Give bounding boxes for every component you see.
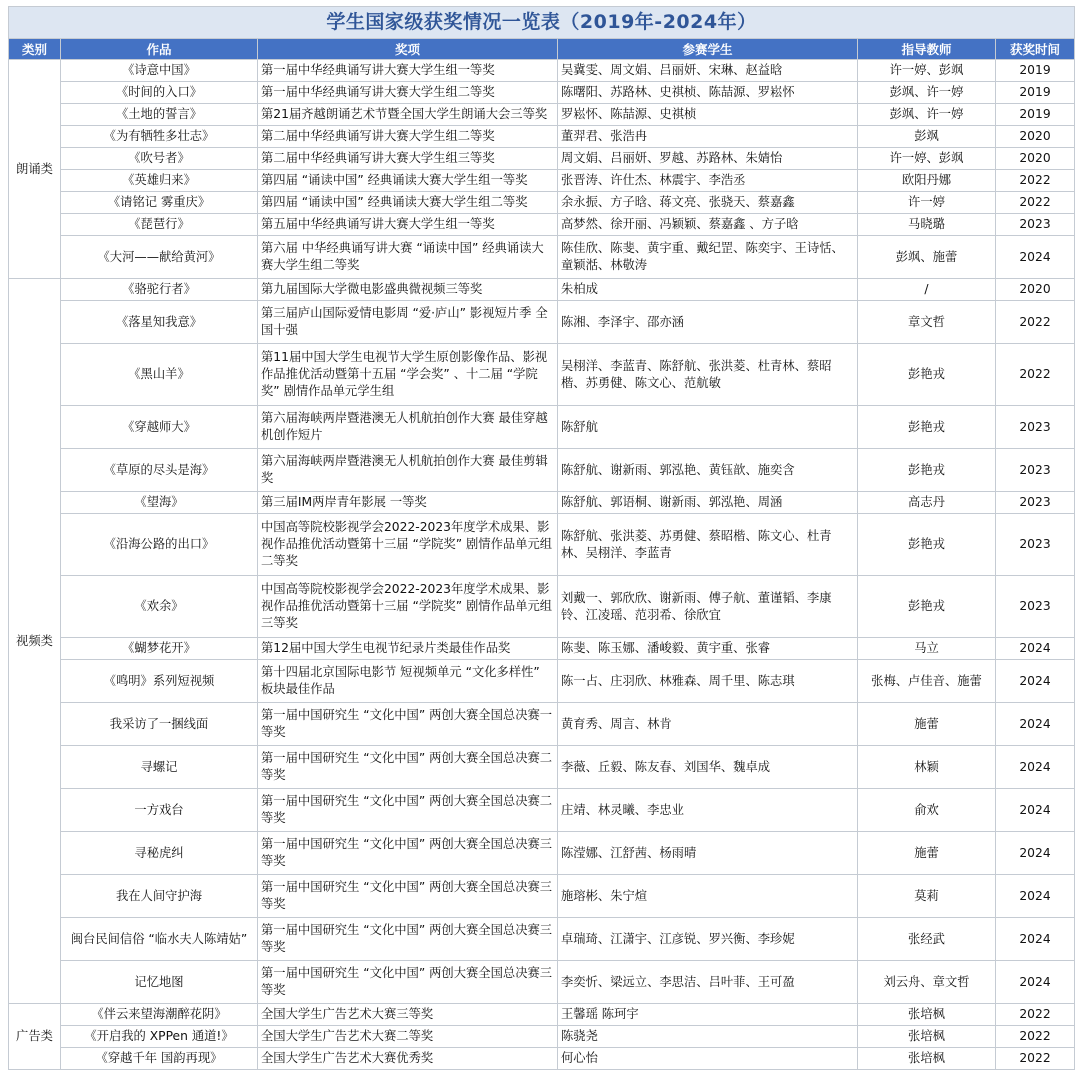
students-cell: 罗崧怀、陈喆源、史祺桢	[558, 104, 858, 126]
teacher-cell: 刘云舟、章文哲	[858, 961, 996, 1004]
table-row	[9, 961, 1075, 1004]
table-body	[9, 60, 1075, 1070]
award-cell: 第三届庐山国际爱情电影周 “爱·庐山” 影视短片季 全国十强	[258, 301, 558, 344]
award-cell: 第六届 中华经典诵写讲大赛 “诵读中国” 经典诵读大赛大学生组二等奖	[258, 236, 558, 279]
work-cell: 《开启我的 XPPen 通道!》	[61, 1026, 258, 1048]
award-cell: 第二届中华经典诵写讲大赛大学生组三等奖	[258, 148, 558, 170]
award-cell: 第一届中国研究生 “文化中国” 两创大赛全国总决赛二等奖	[258, 789, 558, 832]
table-row	[9, 703, 1075, 746]
award-cell: 第一届中国研究生 “文化中国” 两创大赛全国总决赛三等奖	[258, 875, 558, 918]
work-cell: 记忆地图	[61, 961, 258, 1004]
award-cell: 第六届海峡两岸暨港澳无人机航拍创作大赛 最佳剪辑奖	[258, 449, 558, 492]
table-row	[9, 301, 1075, 344]
teacher-cell: 彭飒、施蕾	[858, 236, 996, 279]
table-row	[9, 1048, 1075, 1070]
table-row	[9, 449, 1075, 492]
teacher-cell: 章文哲	[858, 301, 996, 344]
award-cell: 第一届中国研究生 “文化中国” 两创大赛全国总决赛三等奖	[258, 961, 558, 1004]
work-cell: 《英雄归来》	[61, 170, 258, 192]
table-row	[9, 918, 1075, 961]
students-cell: 吴冀雯、周文娟、吕丽妍、宋琳、赵益晗	[558, 60, 858, 82]
year-cell: 2023	[996, 406, 1075, 449]
work-cell: 《琵琶行》	[61, 214, 258, 236]
students-cell: 高梦然、徐开丽、冯颖颖、蔡嘉鑫 、方子晗	[558, 214, 858, 236]
award-cell: 第四届 “诵读中国” 经典诵读大赛大学生组一等奖	[258, 170, 558, 192]
teacher-cell: 林颖	[858, 746, 996, 789]
students-cell: 庄靖、林灵曦、李忠业	[558, 789, 858, 832]
award-cell: 第21届齐越朗诵艺术节暨全国大学生朗诵大会三等奖	[258, 104, 558, 126]
table-row	[9, 875, 1075, 918]
year-cell: 2020	[996, 126, 1075, 148]
teacher-cell: 许一婷、彭飒	[858, 148, 996, 170]
award-cell: 中国高等院校影视学会2022-2023年度学术成果、影视作品推优活动暨第十三届 “学院奖” 剧情作品单元组三等奖	[258, 576, 558, 638]
table-row	[9, 1026, 1075, 1048]
year-cell: 2022	[996, 1026, 1075, 1048]
header-category: 类别	[9, 39, 61, 60]
year-cell: 2023	[996, 576, 1075, 638]
students-cell: 余永振、方子晗、蒋文亮、张骁天、蔡嘉鑫	[558, 192, 858, 214]
year-cell: 2022	[996, 170, 1075, 192]
category-cell: 广告类	[9, 1004, 61, 1070]
teacher-cell: 高志丹	[858, 492, 996, 514]
teacher-cell: 彭艳戎	[858, 449, 996, 492]
teacher-cell: 张培枫	[858, 1048, 996, 1070]
teacher-cell: 张经武	[858, 918, 996, 961]
students-cell: 刘戴一、郭欣欣、谢新雨、傅子航、董谨韬、李康铃、江凌瑶、范羽希、徐欣宜	[558, 576, 858, 638]
students-cell: 陈骁尧	[558, 1026, 858, 1048]
year-cell: 2020	[996, 279, 1075, 301]
students-cell: 陈舒航、谢新雨、郭泓艳、黄钰歆、施奕含	[558, 449, 858, 492]
award-cell: 第九届国际大学微电影盛典微视频三等奖	[258, 279, 558, 301]
table-row	[9, 576, 1075, 638]
year-cell: 2020	[996, 148, 1075, 170]
year-cell: 2023	[996, 492, 1075, 514]
year-cell: 2024	[996, 875, 1075, 918]
year-cell: 2024	[996, 832, 1075, 875]
work-cell: 《请铭记 雾重庆》	[61, 192, 258, 214]
header-work: 作品	[61, 39, 258, 60]
award-cell: 第一届中华经典诵写讲大赛大学生组二等奖	[258, 82, 558, 104]
work-cell: 《时间的入口》	[61, 82, 258, 104]
students-cell: 董羿君、张浩冉	[558, 126, 858, 148]
table-row	[9, 170, 1075, 192]
teacher-cell: 欧阳丹娜	[858, 170, 996, 192]
students-cell: 何心怡	[558, 1048, 858, 1070]
students-cell: 周文娟、吕丽妍、罗越、苏路林、朱婧怡	[558, 148, 858, 170]
teacher-cell: 马晓璐	[858, 214, 996, 236]
students-cell: 陈舒航	[558, 406, 858, 449]
work-cell: 《沿海公路的出口》	[61, 514, 258, 576]
students-cell: 吴栩洋、李蓝青、陈舒航、张洪菱、杜青林、蔡昭楷、苏勇健、陈文心、范航敏	[558, 344, 858, 406]
students-cell: 陈佳欣、陈斐、黄宇重、戴纪罡、陈奕宇、王诗恬、童颖湉、林敬涛	[558, 236, 858, 279]
table-row	[9, 192, 1075, 214]
students-cell: 朱柏成	[558, 279, 858, 301]
teacher-cell: 张培枫	[858, 1004, 996, 1026]
work-cell: 《鸣明》系列短视频	[61, 660, 258, 703]
work-cell: 《欢余》	[61, 576, 258, 638]
students-cell: 王馨瑶 陈珂宇	[558, 1004, 858, 1026]
year-cell: 2023	[996, 214, 1075, 236]
work-cell: 《吹号者》	[61, 148, 258, 170]
awards-table	[8, 6, 1075, 1070]
students-cell: 陈湘、李泽宇、邵亦涵	[558, 301, 858, 344]
year-cell: 2022	[996, 1004, 1075, 1026]
work-cell: 《诗意中国》	[61, 60, 258, 82]
year-cell: 2024	[996, 789, 1075, 832]
teacher-cell: 彭艳戎	[858, 344, 996, 406]
table-row	[9, 148, 1075, 170]
year-cell: 2022	[996, 301, 1075, 344]
students-cell: 李薇、丘毅、陈友春、刘国华、魏卓成	[558, 746, 858, 789]
table-row	[9, 214, 1075, 236]
students-cell: 张晋涛、许仕杰、林震宇、李浩丞	[558, 170, 858, 192]
award-cell: 第六届海峡两岸暨港澳无人机航拍创作大赛 最佳穿越机创作短片	[258, 406, 558, 449]
students-cell: 陈舒航、张洪菱、苏勇健、蔡昭楷、陈文心、杜青林、吴栩洋、李蓝青	[558, 514, 858, 576]
year-cell: 2023	[996, 514, 1075, 576]
table-row	[9, 60, 1075, 82]
awards-sheet	[2, 6, 1078, 1070]
award-cell: 全国大学生广告艺术大赛优秀奖	[258, 1048, 558, 1070]
work-cell: 闽台民间信俗 “临水夫人陈靖姑”	[61, 918, 258, 961]
header-award: 奖项	[258, 39, 558, 60]
work-cell: 《穿越千年 国韵再现》	[61, 1048, 258, 1070]
work-cell: 《伴云来望海潮醉花阴》	[61, 1004, 258, 1026]
teacher-cell: 施蕾	[858, 703, 996, 746]
header-row	[9, 39, 1075, 60]
table-row	[9, 832, 1075, 875]
table-row	[9, 104, 1075, 126]
year-cell: 2024	[996, 660, 1075, 703]
students-cell: 施瑢彬、朱宁煊	[558, 875, 858, 918]
students-cell: 陈舒航、郭语桐、谢新雨、郭泓艳、周涵	[558, 492, 858, 514]
students-cell: 陈斐、陈玉娜、潘峻毅、黄宇重、张睿	[558, 638, 858, 660]
work-cell: 《骆驼行者》	[61, 279, 258, 301]
teacher-cell: /	[858, 279, 996, 301]
table-row	[9, 126, 1075, 148]
award-cell: 第十四届北京国际电影节 短视频单元 “文化多样性” 板块最佳作品	[258, 660, 558, 703]
table-row	[9, 236, 1075, 279]
teacher-cell: 彭艳戎	[858, 514, 996, 576]
award-cell: 第三届IM两岸青年影展 一等奖	[258, 492, 558, 514]
award-cell: 第二届中华经典诵写讲大赛大学生组二等奖	[258, 126, 558, 148]
award-cell: 第四届 “诵读中国” 经典诵读大赛大学生组二等奖	[258, 192, 558, 214]
award-cell: 中国高等院校影视学会2022-2023年度学术成果、影视作品推优活动暨第十三届 “学院奖” 剧情作品单元组二等奖	[258, 514, 558, 576]
award-cell: 第五届中华经典诵写讲大赛大学生组一等奖	[258, 214, 558, 236]
work-cell: 《蝴梦花开》	[61, 638, 258, 660]
award-cell: 全国大学生广告艺术大赛三等奖	[258, 1004, 558, 1026]
work-cell: 《为有牺牲多壮志》	[61, 126, 258, 148]
year-cell: 2019	[996, 60, 1075, 82]
table-row	[9, 344, 1075, 406]
teacher-cell: 俞欢	[858, 789, 996, 832]
work-cell: 寻秘虎纠	[61, 832, 258, 875]
teacher-cell: 许一婷	[858, 192, 996, 214]
year-cell: 2023	[996, 449, 1075, 492]
work-cell: 我在人间守护海	[61, 875, 258, 918]
teacher-cell: 张培枫	[858, 1026, 996, 1048]
work-cell: 《黑山羊》	[61, 344, 258, 406]
year-cell: 2024	[996, 236, 1075, 279]
award-cell: 第一届中国研究生 “文化中国” 两创大赛全国总决赛三等奖	[258, 918, 558, 961]
header-teacher: 指导教师	[858, 39, 996, 60]
year-cell: 2024	[996, 638, 1075, 660]
teacher-cell: 彭飒	[858, 126, 996, 148]
table-row	[9, 279, 1075, 301]
work-cell: 寻螺记	[61, 746, 258, 789]
category-cell: 视频类	[9, 279, 61, 1004]
award-cell: 全国大学生广告艺术大赛二等奖	[258, 1026, 558, 1048]
table-row	[9, 789, 1075, 832]
year-cell: 2024	[996, 703, 1075, 746]
teacher-cell: 施蕾	[858, 832, 996, 875]
year-cell: 2019	[996, 104, 1075, 126]
award-cell: 第一届中华经典诵写讲大赛大学生组一等奖	[258, 60, 558, 82]
work-cell: 《大河——献给黄河》	[61, 236, 258, 279]
year-cell: 2024	[996, 961, 1075, 1004]
teacher-cell: 彭飒、许一婷	[858, 82, 996, 104]
teacher-cell: 彭艳戎	[858, 576, 996, 638]
year-cell: 2024	[996, 746, 1075, 789]
year-cell: 2022	[996, 192, 1075, 214]
teacher-cell: 莫莉	[858, 875, 996, 918]
students-cell: 黄育秀、周言、林肯	[558, 703, 858, 746]
work-cell: 一方戏台	[61, 789, 258, 832]
header-students: 参赛学生	[558, 39, 858, 60]
award-cell: 第11届中国大学生电视节大学生原创影像作品、影视作品推优活动暨第十五届 “学会奖” 、十二届 “学院奖” 剧情作品单元学生组	[258, 344, 558, 406]
category-cell: 朗诵类	[9, 60, 61, 279]
work-cell: 我采访了一捆线面	[61, 703, 258, 746]
year-cell: 2022	[996, 344, 1075, 406]
year-cell: 2024	[996, 918, 1075, 961]
table-row	[9, 660, 1075, 703]
year-cell: 2019	[996, 82, 1075, 104]
teacher-cell: 彭艳戎	[858, 406, 996, 449]
work-cell: 《落星知我意》	[61, 301, 258, 344]
students-cell: 卓瑞琦、江潇宇、江彦锐、罗兴衡、李珍妮	[558, 918, 858, 961]
students-cell: 陈滢娜、江舒茜、杨雨晴	[558, 832, 858, 875]
work-cell: 《望海》	[61, 492, 258, 514]
table-title: 学生国家级获奖情况一览表（2019年-2024年）	[9, 7, 1075, 39]
table-row	[9, 638, 1075, 660]
work-cell: 《穿越师大》	[61, 406, 258, 449]
table-row	[9, 406, 1075, 449]
year-cell: 2022	[996, 1048, 1075, 1070]
students-cell: 陈曙阳、苏路林、史祺桢、陈喆源、罗崧怀	[558, 82, 858, 104]
award-cell: 第一届中国研究生 “文化中国” 两创大赛全国总决赛二等奖	[258, 746, 558, 789]
work-cell: 《草原的尽头是海》	[61, 449, 258, 492]
teacher-cell: 马立	[858, 638, 996, 660]
teacher-cell: 许一婷、彭飒	[858, 60, 996, 82]
table-row	[9, 514, 1075, 576]
teacher-cell: 彭飒、许一婷	[858, 104, 996, 126]
award-cell: 第一届中国研究生 “文化中国” 两创大赛全国总决赛一等奖	[258, 703, 558, 746]
students-cell: 陈一占、庄羽欣、林雅森、周千里、陈志琪	[558, 660, 858, 703]
table-row	[9, 1004, 1075, 1026]
table-row	[9, 746, 1075, 789]
award-cell: 第12届中国大学生电视节纪录片类最佳作品奖	[258, 638, 558, 660]
students-cell: 李奕忻、梁远立、李思洁、吕叶菲、王可盈	[558, 961, 858, 1004]
work-cell: 《土地的誓言》	[61, 104, 258, 126]
award-cell: 第一届中国研究生 “文化中国” 两创大赛全国总决赛三等奖	[258, 832, 558, 875]
header-year: 获奖时间	[996, 39, 1075, 60]
table-row	[9, 82, 1075, 104]
teacher-cell: 张梅、卢佳音、施蕾	[858, 660, 996, 703]
table-row	[9, 492, 1075, 514]
